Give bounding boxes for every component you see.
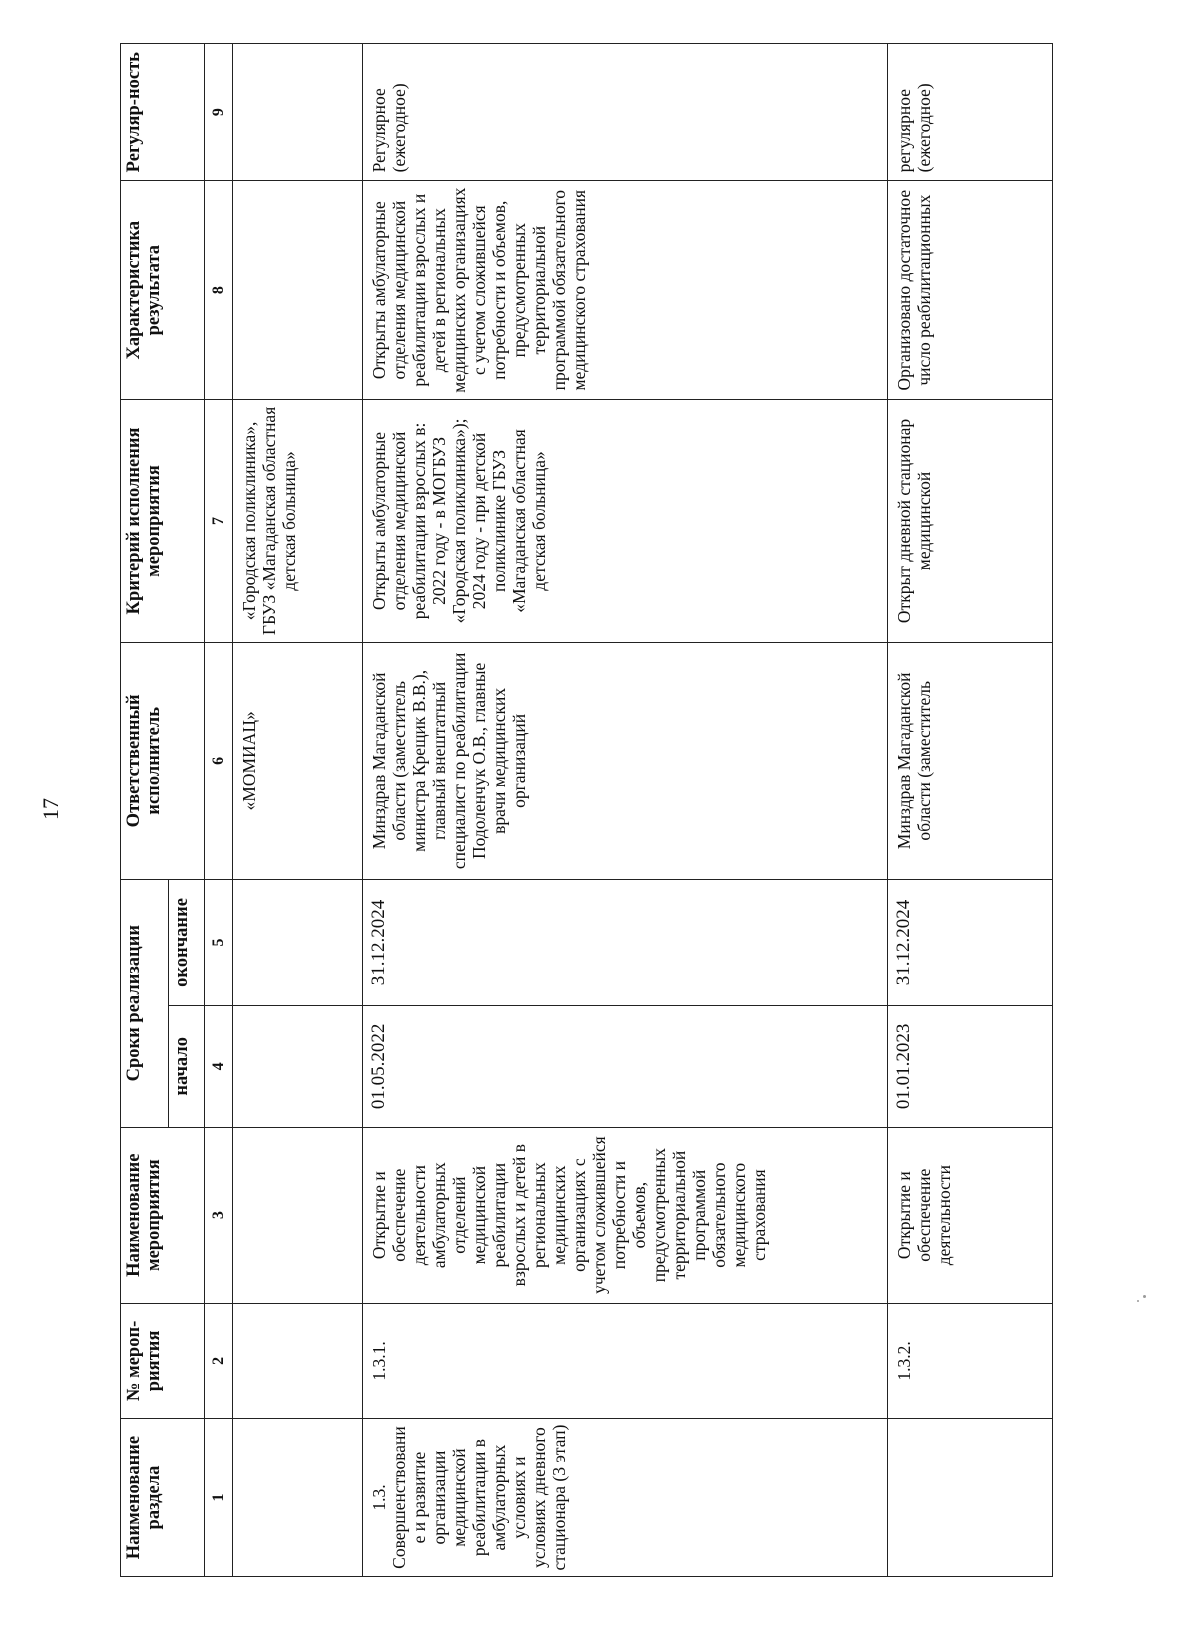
page-number: 17 [38, 798, 63, 820]
header-start: начало [169, 1006, 205, 1127]
header-terms: Сроки реализации [121, 879, 169, 1127]
cell-start: 01.01.2023 [888, 1006, 1053, 1127]
cell-responsible: Минздрав Магаданской области (заместитель министра Крещик В.В.), главный внештатный специалист по реабилитации Подоленчук О.В., главные врачи медицинских организаций [363, 642, 888, 879]
cell-responsible: «МОМИАЦ» [233, 642, 363, 879]
cell-regularity: Регулярное (ежегодное) [363, 44, 888, 181]
column-number: 1 [205, 1419, 233, 1577]
activities-table [120, 43, 1053, 1577]
cell-end: 31.12.2024 [363, 879, 888, 1005]
column-number: 5 [205, 879, 233, 1005]
column-number: 2 [205, 1303, 233, 1418]
header-section-name: Наименование раздела [121, 1419, 205, 1577]
column-number: 9 [205, 44, 233, 181]
table-row [888, 44, 1053, 1577]
cell-criterion: «Городская поликлиника», ГБУЗ «Магаданская областная детская больница» [233, 399, 363, 642]
cell-no: 1.3.2. [888, 1303, 1053, 1418]
cell-section [233, 1419, 363, 1577]
cell-regularity [233, 44, 363, 181]
cell-no [233, 1303, 363, 1418]
cell-start [233, 1006, 363, 1127]
cell-section: 1.3. Совершенствование и развитие организации медицинской реабилитации в амбулаторных условиях и условиях дневного стационара (3 этап) [363, 1419, 888, 1577]
column-number-row [205, 44, 233, 1577]
cell-end: 31.12.2024 [888, 879, 1053, 1005]
cell-name: Открытие и обеспечение деятельности амбулаторных отделений медицинской реабилитации взрослых и детей в региональных медицинских организациях с учетом сложившейся потребности и объемов, предусмотренных территориальной программой обязательного медицинского страхования [363, 1127, 888, 1303]
scan-speck [1143, 1295, 1146, 1298]
header-row-1 [121, 44, 169, 1577]
header-activity-no: № мероп-риятия [121, 1303, 205, 1418]
cell-result [233, 181, 363, 400]
header-result: Характеристика результата [121, 181, 205, 400]
header-end: окончание [169, 879, 205, 1005]
cell-criterion: Открыты амбулаторные отделения медицинской реабилитации взрослых в: 2022 году - в МОГБУЗ «Городская поликлиника»); 2024 году - при детской поликлинике ГБУЗ «Магаданская областная детская больница» [363, 399, 888, 642]
rotated-page [2, 2, 1199, 1629]
column-number: 8 [205, 181, 233, 400]
cell-name: Открытие и обеспечение деятельности [888, 1127, 1053, 1303]
header-activity-name: Наименование мероприятия [121, 1127, 205, 1303]
column-number: 4 [205, 1006, 233, 1127]
cell-responsible: Минздрав Магаданской области (заместитель [888, 642, 1053, 879]
table-row [233, 44, 363, 1577]
header-criterion: Критерий исполнения мероприятия [121, 399, 205, 642]
column-number: 6 [205, 642, 233, 879]
scan-speck [1137, 1300, 1139, 1302]
cell-result: Организовано достаточное число реабилитационных [888, 181, 1053, 400]
cell-end [233, 879, 363, 1005]
table-row [363, 44, 888, 1577]
cell-result: Открыты амбулаторные отделения медицинской реабилитации взрослых и детей в региональных медицинских организациях с учетом сложившейся потребности и объемов, предусмотренных территориальной программой обязательного медицинского страхования [363, 181, 888, 400]
column-number: 3 [205, 1127, 233, 1303]
cell-name [233, 1127, 363, 1303]
cell-section [888, 1419, 1053, 1577]
header-regularity: Регуляр-ность [121, 44, 205, 181]
cell-start: 01.05.2022 [363, 1006, 888, 1127]
cell-regularity: регулярное (ежегодное) [888, 44, 1053, 181]
header-responsible: Ответственный исполнитель [121, 642, 205, 879]
cell-criterion: Открыт дневной стационар медицинской [888, 399, 1053, 642]
cell-no: 1.3.1. [363, 1303, 888, 1418]
column-number: 7 [205, 399, 233, 642]
